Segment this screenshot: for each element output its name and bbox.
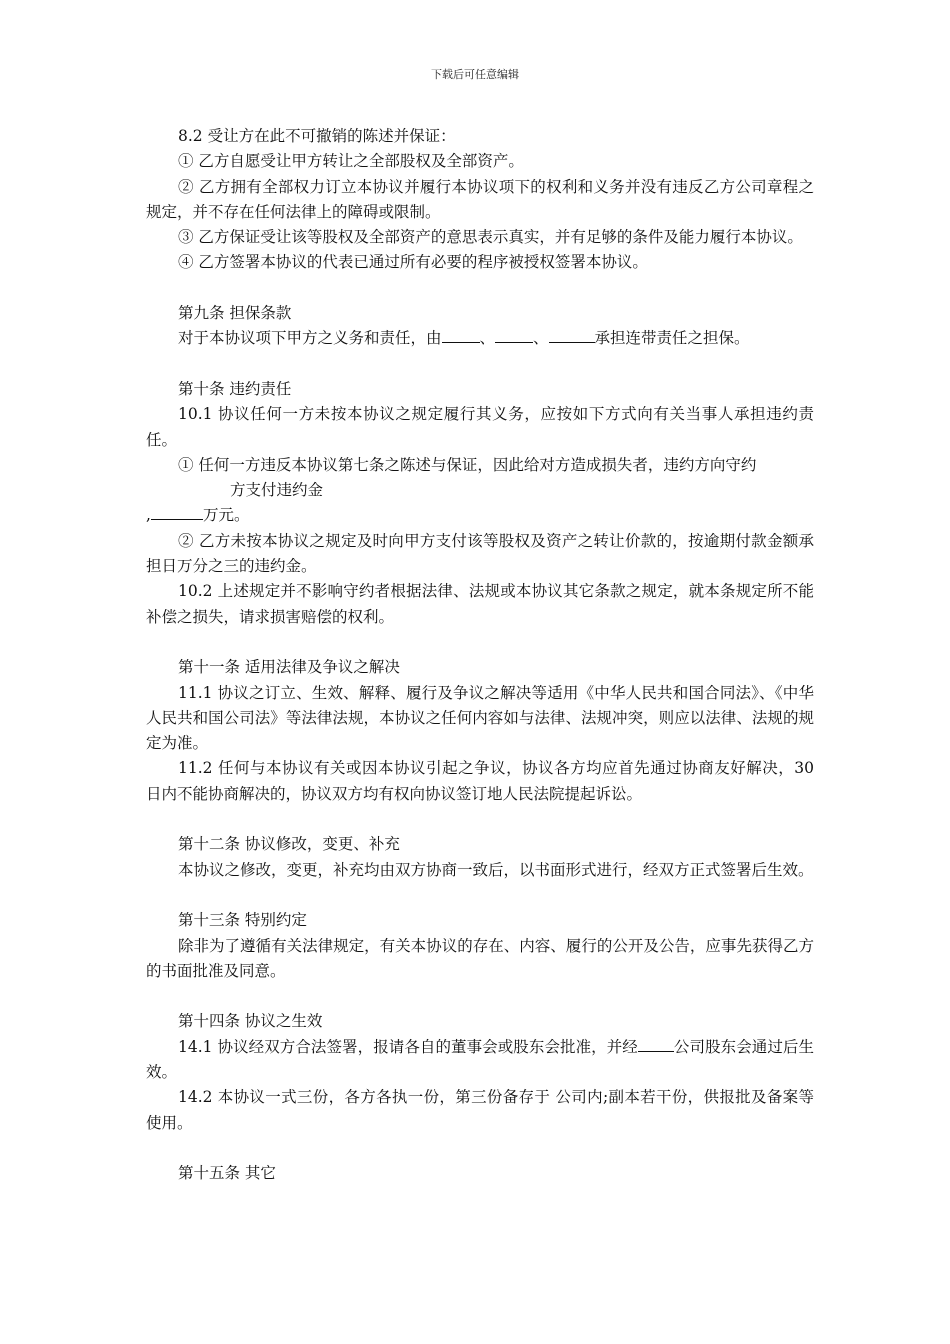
article-11-title: 第十一条 适用法律及争议之解决 [178, 658, 400, 677]
article-11-p2: 11.2 任何与本协议有关或因本协议引起之争议，协议各方均应首先通过协商友好解决，30 日内不能协商解决的，协议双方均有权向协议签订地人民法院提起诉讼。 [146, 759, 814, 803]
article-14-p1: 14.1 协议经双方合法签署，报请各自的董事会或股东会批准，并经 公司股东会通过后生效。 [146, 1037, 814, 1081]
article-10-p1: 10.1 协议任何一方未按本协议之规定履行其义务，应按如下方式向有关当事人承担违约责任。 [146, 405, 814, 449]
blank-line [549, 328, 595, 343]
article-10-title: 第十条 违约责任 [178, 379, 292, 398]
section-8-2-item-2: ② 乙方拥有全部权力订立本协议并履行本协议项下的权利和义务并没有违反乙方公司章程之规定，并不存在任何法律上的障碍或限制。 [146, 177, 814, 221]
section-8-2-heading: 8.2 受让方在此不可撤销的陈述并保证： [178, 127, 456, 145]
blank-line [442, 328, 480, 343]
section-8-2-item-3: ③ 乙方保证受让该等股权及全部资产的意思表示真实，并有足够的条件及能力履行本协议。 [178, 228, 803, 247]
article-10-item-1b: 方支付违约金 [230, 481, 324, 500]
article-11-p1: 11.1 协议之订立、生效、解释、履行及争议之解决等适用《中华人民共和国合同法》、《中华人民共和国公司法》等法律法规，本协议之任何内容如与法律、法规冲突，则应以法律、法规的规定为准。 [146, 683, 814, 753]
blank-line [495, 328, 533, 343]
section-8-2-item-4: ④ 乙方签署本协议的代表已通过所有必要的程序被授权签署本协议。 [178, 253, 648, 272]
page-header: 下载后可任意编辑 [431, 68, 519, 81]
article-14-p2: 14.2 本协议一式三份，各方各执一份，第三份备存于 公司内;副本若干份，供报批及备案等使用。 [146, 1088, 814, 1132]
article-15-title: 第十五条 其它 [178, 1164, 276, 1183]
article-13-p1: 除非为了遵循有关法律规定，有关本协议的存在、内容、履行的公开及公告，应事先获得乙方的书面批准及同意。 [146, 936, 814, 980]
article-10-item-2: ② 乙方未按本协议之规定及时向甲方支付该等股权及资产之转让价款的，按逾期付款金额承担日万分之三的违约金。 [146, 531, 814, 576]
document-body [146, 124, 814, 1186]
article-13-title: 第十三条 特别约定 [178, 911, 307, 930]
article-10-item-1c: , 万元。 [146, 506, 250, 525]
article-9-title: 第九条 担保条款 [178, 304, 292, 323]
blank-line [638, 1037, 674, 1052]
article-10-p2: 10.2 上述规定并不影响守约者根据法律、法规或本协议其它条款之规定，就本条规定所不能补偿之损失，请求损害赔偿的权利。 [146, 582, 814, 626]
article-12-title: 第十二条 协议修改，变更、补充 [178, 835, 400, 854]
blank-line [151, 505, 203, 520]
article-9-text: 对于本协议项下甲方之义务和责任，由 、 、 承担连带责任之担保。 [178, 329, 750, 348]
article-14-title: 第十四条 协议之生效 [178, 1012, 323, 1031]
article-12-p1: 本协议之修改，变更，补充均由双方协商一致后，以书面形式进行，经双方正式签署后生效。 [178, 860, 814, 879]
section-8-2-item-1: ① 乙方自愿受让甲方转让之全部股权及全部资产。 [178, 152, 524, 171]
article-10-item-1a: ① 任何一方违反本协议第七条之陈述与保证，因此给对方造成损失者，违约方向守约 [178, 455, 757, 474]
